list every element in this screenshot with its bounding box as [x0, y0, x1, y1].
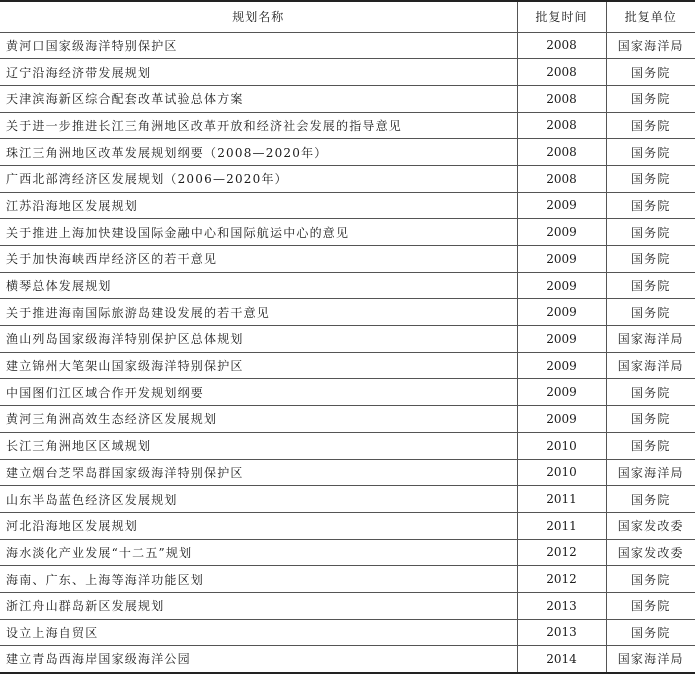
approval-unit-cell: 国务院 — [606, 619, 695, 646]
approval-unit-cell: 国家海洋局 — [606, 352, 695, 379]
approval-year-cell: 2009 — [517, 219, 606, 246]
approval-unit-cell: 国务院 — [606, 246, 695, 273]
table-row — [0, 299, 695, 326]
approval-unit-cell: 国务院 — [606, 432, 695, 459]
plan-name-cell: 天津滨海新区综合配套改革试验总体方案 — [0, 85, 517, 112]
approval-year-cell: 2014 — [517, 646, 606, 673]
approval-unit-cell: 国务院 — [606, 299, 695, 326]
approval-unit-cell: 国家海洋局 — [606, 646, 695, 673]
table-row — [0, 246, 695, 273]
plan-name-cell: 山东半岛蓝色经济区发展规划 — [0, 486, 517, 513]
approval-year-cell: 2013 — [517, 619, 606, 646]
approval-unit-cell: 国务院 — [606, 112, 695, 139]
approval-unit-cell: 国务院 — [606, 406, 695, 433]
approval-year-cell: 2009 — [517, 326, 606, 353]
table-row — [0, 619, 695, 646]
table-row — [0, 646, 695, 673]
approval-year-cell: 2009 — [517, 352, 606, 379]
table-row — [0, 379, 695, 406]
table-row — [0, 459, 695, 486]
table-row — [0, 272, 695, 299]
approval-unit-cell: 国务院 — [606, 486, 695, 513]
table-row — [0, 165, 695, 192]
approval-year-cell: 2011 — [517, 512, 606, 539]
approval-unit-cell: 国务院 — [606, 192, 695, 219]
approval-year-cell: 2010 — [517, 432, 606, 459]
approval-unit-cell: 国务院 — [606, 566, 695, 593]
plan-name-cell: 关于加快海峡西岸经济区的若干意见 — [0, 246, 517, 273]
approval-year-cell: 2010 — [517, 459, 606, 486]
header-plan-name: 规划名称 — [0, 1, 517, 32]
approval-year-cell: 2008 — [517, 139, 606, 166]
approval-year-cell: 2013 — [517, 592, 606, 619]
table-row — [0, 539, 695, 566]
table-row — [0, 512, 695, 539]
table-row — [0, 192, 695, 219]
table-row — [0, 406, 695, 433]
table-row — [0, 59, 695, 86]
table-row — [0, 566, 695, 593]
table-row — [0, 112, 695, 139]
table-row — [0, 139, 695, 166]
plan-name-cell: 海水淡化产业发展“十二五”规划 — [0, 539, 517, 566]
approval-year-cell: 2008 — [517, 59, 606, 86]
plan-name-cell: 建立烟台芝罘岛群国家级海洋特别保护区 — [0, 459, 517, 486]
plan-name-cell: 渔山列岛国家级海洋特别保护区总体规划 — [0, 326, 517, 353]
approval-unit-cell: 国务院 — [606, 592, 695, 619]
table-row — [0, 352, 695, 379]
plan-name-cell: 江苏沿海地区发展规划 — [0, 192, 517, 219]
plan-name-cell: 建立锦州大笔架山国家级海洋特别保护区 — [0, 352, 517, 379]
approval-year-cell: 2009 — [517, 272, 606, 299]
approval-unit-cell: 国务院 — [606, 139, 695, 166]
table-row — [0, 32, 695, 59]
approval-unit-cell: 国务院 — [606, 165, 695, 192]
approval-unit-cell: 国务院 — [606, 219, 695, 246]
table-row — [0, 432, 695, 459]
plan-name-cell: 关于推进上海加快建设国际金融中心和国际航运中心的意见 — [0, 219, 517, 246]
plan-name-cell: 设立上海自贸区 — [0, 619, 517, 646]
approval-year-cell: 2012 — [517, 566, 606, 593]
approval-year-cell: 2008 — [517, 112, 606, 139]
approval-unit-cell: 国家海洋局 — [606, 32, 695, 59]
approval-year-cell: 2008 — [517, 85, 606, 112]
approval-unit-cell: 国务院 — [606, 59, 695, 86]
table-row — [0, 486, 695, 513]
header-approval-year: 批复时间 — [517, 1, 606, 32]
plan-name-cell: 辽宁沿海经济带发展规划 — [0, 59, 517, 86]
plan-name-cell: 横琴总体发展规划 — [0, 272, 517, 299]
table-row — [0, 592, 695, 619]
approval-unit-cell: 国家发改委 — [606, 539, 695, 566]
table-row — [0, 85, 695, 112]
approval-unit-cell: 国务院 — [606, 272, 695, 299]
approval-year-cell: 2011 — [517, 486, 606, 513]
table-header-row — [0, 1, 695, 32]
header-approval-unit: 批复单位 — [606, 1, 695, 32]
plan-name-cell: 长江三角洲地区区域规划 — [0, 432, 517, 459]
plan-name-cell: 河北沿海地区发展规划 — [0, 512, 517, 539]
approval-year-cell: 2008 — [517, 32, 606, 59]
approval-year-cell: 2009 — [517, 406, 606, 433]
plan-name-cell: 关于推进海南国际旅游岛建设发展的若干意见 — [0, 299, 517, 326]
plan-name-cell: 广西北部湾经济区发展规划（2006—2020年） — [0, 165, 517, 192]
table-row — [0, 326, 695, 353]
plan-name-cell: 建立青岛西海岸国家级海洋公园 — [0, 646, 517, 673]
plan-name-cell: 黄河三角洲高效生态经济区发展规划 — [0, 406, 517, 433]
approval-year-cell: 2012 — [517, 539, 606, 566]
approval-year-cell: 2009 — [517, 246, 606, 273]
approval-unit-cell: 国家海洋局 — [606, 459, 695, 486]
table-body — [0, 32, 695, 673]
approval-year-cell: 2009 — [517, 379, 606, 406]
table-row — [0, 219, 695, 246]
approval-year-cell: 2009 — [517, 192, 606, 219]
approval-year-cell: 2009 — [517, 299, 606, 326]
plan-name-cell: 中国图们江区域合作开发规划纲要 — [0, 379, 517, 406]
plan-name-cell: 珠江三角洲地区改革发展规划纲要（2008—2020年） — [0, 139, 517, 166]
plan-name-cell: 海南、广东、上海等海洋功能区划 — [0, 566, 517, 593]
approval-unit-cell: 国家发改委 — [606, 512, 695, 539]
plan-name-cell: 黄河口国家级海洋特别保护区 — [0, 32, 517, 59]
approval-unit-cell: 国务院 — [606, 85, 695, 112]
approval-unit-cell: 国务院 — [606, 379, 695, 406]
approval-year-cell: 2008 — [517, 165, 606, 192]
plan-name-cell: 浙江舟山群岛新区发展规划 — [0, 592, 517, 619]
plan-name-cell: 关于进一步推进长江三角洲地区改革开放和经济社会发展的指导意见 — [0, 112, 517, 139]
approval-unit-cell: 国家海洋局 — [606, 326, 695, 353]
